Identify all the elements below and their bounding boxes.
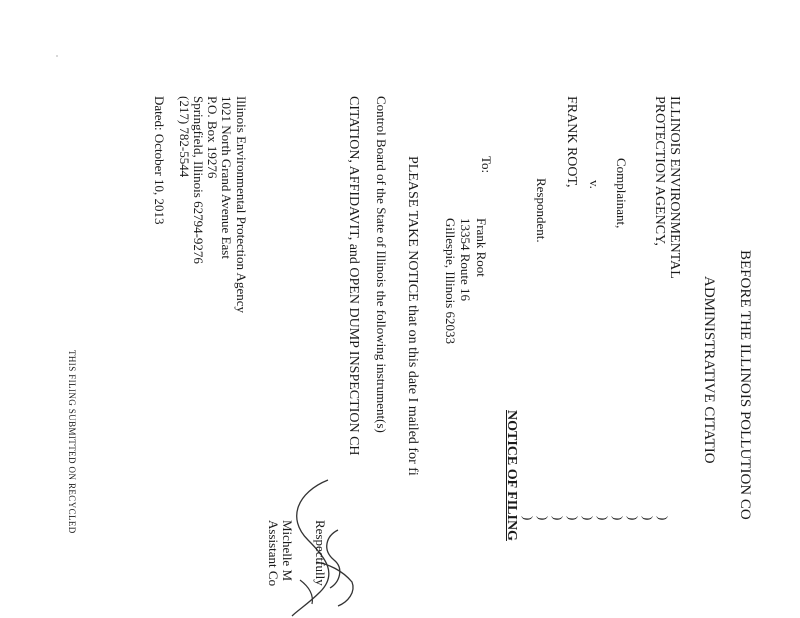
agency-phone: (217) 782-5544	[177, 96, 192, 178]
signer-name: Michelle M	[280, 520, 295, 582]
agency-street: 1021 North Grand Avenue East	[219, 96, 234, 259]
to-label: To:	[479, 156, 494, 174]
agency-city: Springfield, Illinois 62794-9276	[191, 96, 206, 264]
body-line-2: Control Board of the State of Illinois the following instrument(s)	[374, 96, 389, 433]
complainant-label: Complainant,	[614, 158, 629, 229]
court-title: BEFORE THE ILLINOIS POLLUTION CO	[737, 250, 753, 520]
respondent-name: FRANK ROOT,	[564, 96, 579, 188]
notice-title: NOTICE OF FILING	[504, 410, 519, 541]
dated-line: Dated: October 10, 2013	[152, 96, 167, 225]
respondent-label: Respondent.	[534, 178, 549, 243]
agency-name: Illinois Environmental Protection Agency	[234, 96, 249, 313]
recipient-street: 13354 Route 16	[458, 218, 473, 302]
scan-speck	[56, 55, 58, 57]
court-subtitle: ADMINISTRATIVE CITATIO	[701, 276, 717, 464]
recipient-city: Gillespie, Illinois 62033	[443, 218, 458, 345]
versus: v.	[587, 180, 602, 189]
body-line-1: PLEASE TAKE NOTICE that on this date I mailed for fi	[405, 156, 420, 476]
complainant-name-2: PROTECTION AGENCY,	[652, 96, 667, 246]
body-line-3: CITATION, AFFIDAVIT, and OPEN DUMP INSPECTION CH	[346, 96, 361, 456]
signer-title: Assistant Co	[266, 520, 281, 587]
closing: Respectfully	[313, 520, 328, 586]
complainant-name-1: ILLINOIS ENVIRONMENTAL	[667, 96, 682, 279]
footer-note: THIS FILING SUBMITTED ON RECYCLED	[67, 350, 77, 534]
agency-po-box: P.O. Box 19276	[205, 96, 220, 179]
recipient-name: Frank Root	[474, 218, 489, 277]
